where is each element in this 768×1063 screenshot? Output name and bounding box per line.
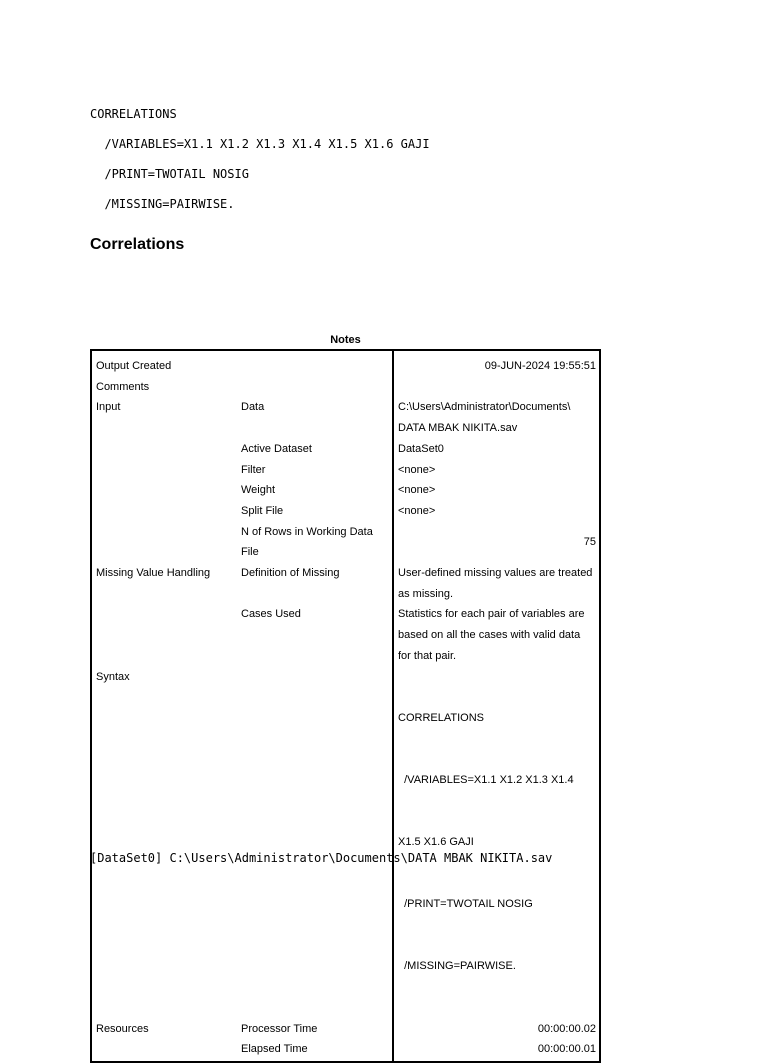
table-row	[91, 522, 600, 563]
table-cell: Syntax	[96, 670, 130, 683]
table-cell: Output Created	[96, 360, 172, 372]
syntax-block	[90, 92, 430, 227]
cell-line: C:\Users\Administrator\Documents\	[398, 401, 571, 414]
table-cell: 00:00:00.01	[393, 1039, 600, 1062]
table-cell: Missing Value Handling	[96, 567, 211, 580]
table-cell	[393, 563, 600, 604]
table-cell	[237, 667, 393, 1019]
table-cell: 75	[393, 522, 600, 563]
table-row	[91, 397, 600, 438]
table-cell: Elapsed Time	[241, 1043, 308, 1056]
table-row	[91, 460, 600, 481]
cell-line: based on all the cases with valid data	[398, 629, 581, 642]
notes-table	[90, 349, 601, 1063]
table-row	[91, 604, 600, 666]
cell-line: File	[241, 546, 259, 559]
cell-line: N of Rows in Working Data	[241, 525, 373, 538]
table-cell	[393, 604, 600, 666]
table-row	[91, 350, 600, 377]
table-cell: <none>	[393, 501, 600, 522]
syntax-line: /MISSING=PAIRWISE.	[90, 197, 235, 211]
table-cell: Data	[241, 401, 265, 414]
table-cell: Active Dataset	[241, 442, 312, 455]
cell-line: /MISSING=PAIRWISE.	[398, 960, 516, 973]
dataset-path-line: [DataSet0] C:\Users\Administrator\Documents\DATA MBAK NIKITA.sav	[90, 851, 553, 865]
table-row	[91, 439, 600, 460]
cell-line: as missing.	[398, 587, 454, 600]
cell-line: User-defined missing values are treated	[398, 567, 593, 580]
syntax-line: /PRINT=TWOTAIL NOSIG	[90, 167, 249, 181]
table-cell: 09-JUN-2024 19:55:51	[393, 350, 600, 377]
table-cell: <none>	[393, 460, 600, 481]
table-cell	[393, 397, 600, 438]
table-row	[91, 377, 600, 398]
table-cell: Weight	[241, 484, 276, 497]
table-cell	[91, 1039, 237, 1062]
syntax-line: /VARIABLES=X1.1 X1.2 X1.3 X1.4 X1.5 X1.6 GAJI	[90, 137, 430, 151]
table-cell	[91, 439, 237, 460]
section-title: Correlations	[90, 236, 185, 253]
notes-table-title: Notes	[330, 334, 361, 346]
cell-line: DATA MBAK NIKITA.sav	[398, 422, 518, 435]
table-cell	[237, 522, 393, 563]
table-cell	[393, 377, 600, 398]
table-cell: Processor Time	[241, 1022, 318, 1035]
table-cell: Input	[96, 401, 121, 414]
table-cell: Filter	[241, 463, 266, 476]
table-row	[91, 501, 600, 522]
table-cell	[91, 501, 237, 522]
table-cell	[91, 460, 237, 481]
cell-line: /VARIABLES=X1.1 X1.2 X1.3 X1.4	[398, 774, 574, 787]
table-cell: DataSet0	[393, 439, 600, 460]
table-row	[91, 1039, 600, 1062]
table-cell	[237, 350, 393, 377]
table-cell	[91, 604, 237, 666]
cell-line: CORRELATIONS	[398, 711, 484, 724]
syntax-line: CORRELATIONS	[90, 107, 177, 121]
table-row	[91, 667, 600, 1019]
table-cell	[237, 377, 393, 398]
cell-line: X1.5 X1.6 GAJI	[398, 836, 474, 849]
table-row	[91, 563, 600, 604]
table-cell	[393, 667, 600, 1019]
table-cell: Split File	[241, 504, 284, 517]
table-row	[91, 480, 600, 501]
table-cell	[91, 522, 237, 563]
table-cell: 00:00:00.02	[393, 1019, 600, 1040]
cell-line: for that pair.	[398, 649, 457, 662]
table-cell: <none>	[393, 480, 600, 501]
table-cell: Comments	[96, 380, 150, 393]
cell-line: Statistics for each pair of variables are	[398, 608, 585, 621]
table-cell: Resources	[96, 1022, 149, 1035]
table-row	[91, 1019, 600, 1040]
table-cell	[91, 480, 237, 501]
table-cell: Definition of Missing	[241, 567, 340, 580]
cell-line: /PRINT=TWOTAIL NOSIG	[398, 898, 533, 911]
table-cell: Cases Used	[241, 608, 301, 621]
